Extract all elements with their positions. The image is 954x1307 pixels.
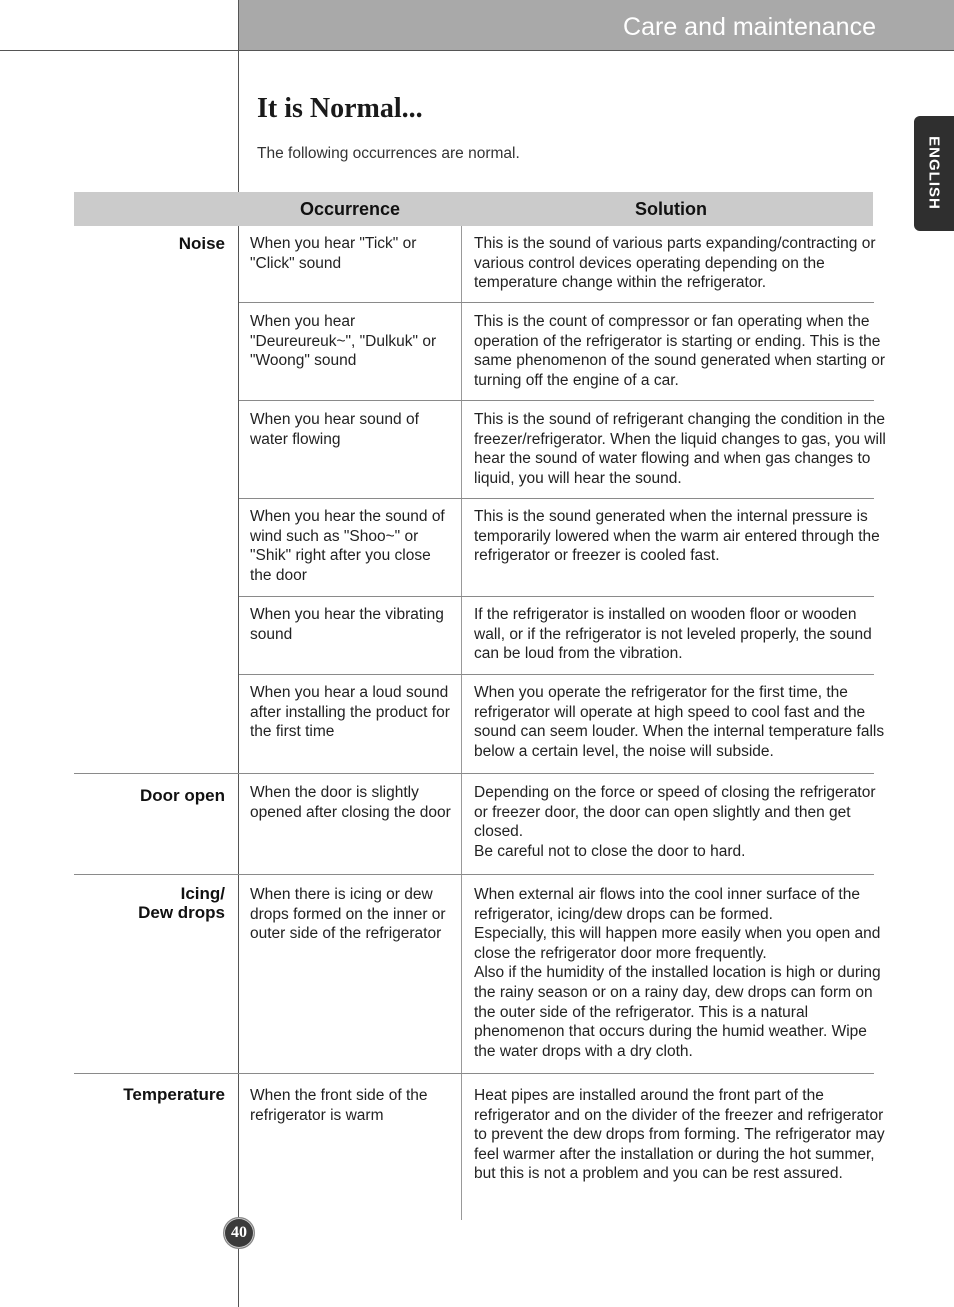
row-divider bbox=[239, 302, 874, 303]
solution-text: When you operate the refrigerator for the first time, the refrigerator will operate at high speed to cool fast and the sound can seem louder. When the internal temperature falls below a certain level, the noise will subside. bbox=[474, 684, 885, 760]
solution-text: Depending on the force or speed of closing the refrigerator or freezer door, the door can open slightly and then get closed. bbox=[474, 784, 876, 841]
column-divider bbox=[461, 226, 462, 1220]
solution-cell bbox=[474, 312, 886, 390]
solution-text: If the refrigerator is installed on wooden floor or wooden wall, or if the refrigerator is not leveled properly, the sound can be loud from the vibration. bbox=[474, 606, 872, 663]
header-band bbox=[239, 0, 954, 50]
page-number: 40 bbox=[231, 1224, 247, 1241]
section-title: Care and maintenance bbox=[623, 13, 876, 41]
row-divider bbox=[239, 498, 874, 499]
category-door-open: Door open bbox=[140, 786, 225, 805]
solution-text: This is the count of compressor or fan operating when the operation of the refrigerator is starting or ending. This is the same phenomenon of the sound generated when starting or turning off the engine of a car. bbox=[474, 313, 886, 389]
page-title: It is Normal... bbox=[257, 93, 423, 124]
solution-cell bbox=[474, 1086, 886, 1184]
solution-text: Especially, this will happen more easily when you open and close the refrigerator door more frequently. bbox=[474, 925, 881, 962]
solution-cell bbox=[474, 605, 886, 664]
table-header bbox=[74, 192, 873, 226]
solution-text: Heat pipes are installed around the front part of the refrigerator and on the divider of the freezer and refrigerator to prevent the dew drops from forming. The refrigerator may feel warmer after the installation or during the hot summer, but this is not a problem and you can be rest assured. bbox=[474, 1087, 885, 1183]
solution-cell bbox=[474, 683, 886, 761]
occurrence-cell: When you hear the sound of wind such as "Shoo~" or "Shik" right after you close the door bbox=[250, 508, 445, 584]
solution-text: When external air flows into the cool inner surface of the refrigerator, icing/dew drops can be formed. bbox=[474, 886, 860, 923]
occurrence-cell: When you hear "Deureureuk~", "Dulkuk" or "Woong" sound bbox=[250, 313, 437, 370]
page-number-badge bbox=[223, 1217, 255, 1249]
category-temperature: Temperature bbox=[123, 1085, 225, 1104]
occurrence-cell: When there is icing or dew drops formed on the inner or outer side of the refrigerator bbox=[250, 886, 446, 943]
solution-cell bbox=[474, 783, 886, 861]
section-divider bbox=[74, 874, 874, 875]
header-solution: Solution bbox=[635, 199, 707, 219]
occurrence-cell: When you hear sound of water flowing bbox=[250, 411, 419, 448]
language-tab bbox=[914, 116, 954, 231]
row-divider bbox=[239, 400, 874, 401]
solution-cell bbox=[474, 885, 886, 1061]
section-divider bbox=[74, 1073, 874, 1074]
header-rule bbox=[0, 50, 954, 51]
solution-text: This is the sound of various parts expanding/contracting or various control devices operating depending on the temperature change within the refrigerator. bbox=[474, 235, 876, 292]
solution-cell bbox=[474, 234, 886, 293]
intro-text: The following occurrences are normal. bbox=[257, 145, 520, 162]
language-label: ENGLISH bbox=[925, 136, 943, 210]
header-occurrence: Occurrence bbox=[299, 199, 401, 219]
solution-text: Also if the humidity of the installed location is high or during the rainy season or on a rainy day, dew drops can form on the outer side of the refrigerator. This is a natural phenomenon that occurs during the humid weather. Wipe the water drops with a dry cloth. bbox=[474, 964, 881, 1060]
solution-cell bbox=[474, 507, 886, 566]
occurrence-cell: When you hear the vibrating sound bbox=[250, 606, 444, 643]
solution-text: This is the sound generated when the internal pressure is temporarily lowered when the warm air entered through the refrigerator or freezer is cooled fast. bbox=[474, 508, 880, 565]
solution-cell bbox=[474, 410, 886, 488]
category-noise: Noise bbox=[178, 234, 225, 253]
row-divider bbox=[239, 674, 874, 675]
occurrence-cell: When you hear a loud sound after installing the product for the first time bbox=[250, 684, 450, 741]
section-divider bbox=[74, 773, 874, 774]
solution-text: This is the sound of refrigerant changing the condition in the freezer/refrigerator. When the liquid changes to gas, you will hear the sound of water flowing and when gas changes to liquid, you will hear the sound. bbox=[474, 411, 886, 487]
row-divider bbox=[239, 596, 874, 597]
category-icing-dew-drops: Icing/ Dew drops bbox=[138, 884, 225, 922]
occurrence-cell: When you hear "Tick" or "Click" sound bbox=[250, 235, 417, 272]
occurrence-cell: When the door is slightly opened after closing the door bbox=[250, 784, 451, 821]
occurrence-cell: When the front side of the refrigerator is warm bbox=[250, 1087, 428, 1124]
solution-text: Be careful not to close the door to hard. bbox=[474, 842, 746, 860]
